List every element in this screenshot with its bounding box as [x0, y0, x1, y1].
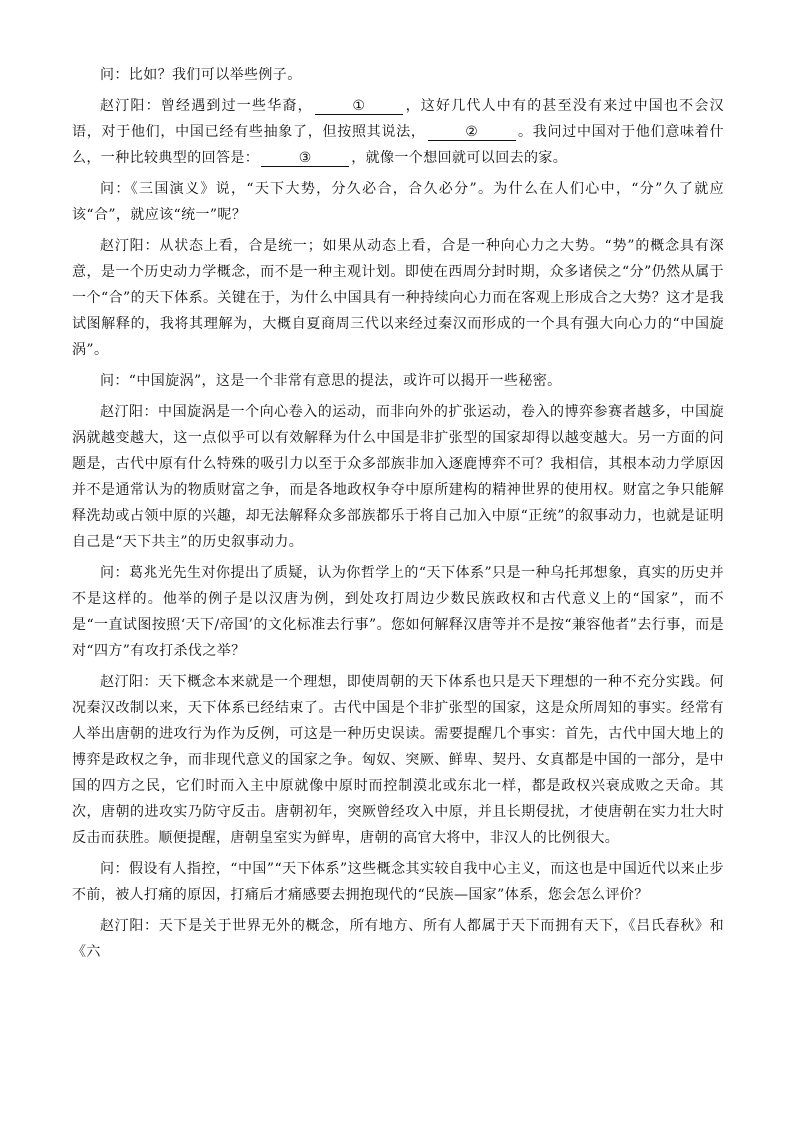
- question-paragraph: [72, 560, 724, 664]
- paragraph-text: 问：《三国演义》说，“天下大势，分久必合，合久必分”。为什么在人们心中，“分”久了就应该“合”，就应该“统一”呢？: [72, 181, 724, 223]
- paragraph-text: 问：假设有人指控，“中国”“天下体系”这些概念其实较自我中心主义，而这也是中国近代以来止步不前，被人打痛的原因，打痛后才痛感要去拥抱现代的“民族—国家”体系，您会怎么评价？: [72, 861, 724, 903]
- paragraph-text: 赵汀阳：曾经遇到过一些华裔，: [100, 98, 313, 114]
- paragraph-text: 赵汀阳：中国旋涡是一个向心卷入的运动，而非向外的扩张运动，卷入的博弈参赛者越多，中国旋涡就越变越大，这一点似乎可以有效解释为什么中国是非扩张型的国家却得以越变越大。另一方面的问题是，古代中原有什么特殊的吸引力以至于众多部族非加入逐鹿博弈不可？我相信，其根本动力学原因并不是通常认为的物质财富之争，而是各地政权争夺中原所建构的精神世界的使用权。财富之争只能解释洗劫或占领中原的兴趣，却无法解释众多部族都乐于将自己加入中原“正统”的叙事动力，也就是证明自己是“天下共主”的历史叙事动力。: [72, 404, 724, 550]
- paragraph-text: 。我问过中国对于他们意味着什么，一种比较典型的回答是：: [72, 124, 724, 166]
- answer-paragraph: [72, 669, 724, 851]
- answer-paragraph: [72, 399, 724, 555]
- fill-in-blank: ①: [315, 98, 403, 115]
- answer-paragraph: [72, 233, 724, 363]
- paragraph-text: 赵汀阳：从状态上看，合是统一；如果从动态上看，合是一种向心力之大势。“势”的概念具有深意，是一个历史动力学概念，而不是一种主观计划。即使在西周分封时期，众多诸侯之“分”仍然从属于一个“合”的天下体系。关键在于，为什么中国具有一种持续向心力而在客观上形成合之大势？这才是我试图解释的，我将其理解为，大概自夏商周三代以来经过秦汉而形成的一个具有强大向心力的“中国旋涡”。: [72, 238, 724, 358]
- question-paragraph: [72, 62, 724, 88]
- paragraph-text: 问：葛兆光先生对你提出了质疑，认为你哲学上的“天下体系”只是一种乌托邦想象，真实的历史并不是这样的。他举的例子是以汉唐为例，到处攻打周边少数民族政权和古代意义上的“国家”，而不是“一直试图按照‘天下/帝国’的文化标准去行事”。您如何解释汉唐等并不是按“兼容他者”去行事，而是对“四方”有攻打杀伐之举？: [72, 565, 724, 659]
- fill-in-blank: ③: [261, 150, 349, 167]
- paragraph-text: 赵汀阳：天下概念本来就是一个理想，即使周朝的天下体系也只是天下理想的一种不充分实践。何况秦汉改制以来，天下体系已经结束了。古代中国是个非扩张型的国家，这是众所周知的事实。经常有人举出唐朝的进攻行为作为反例，可这是一种历史误读。需要提醒几个事实：首先，古代中国大地上的博弈是政权之争，而非现代意义的国家之争。匈奴、突厥、鲜卑、契丹、女真都是中国的一部分，是中国的四方之民，它们时而入主中原就像中原时而控制漠北或东北一样，都是政权兴衰成败之天命。其次，唐朝的进攻实乃防守反击。唐朝初年，突厥曾经攻入中原，并且长期侵扰，才使唐朝在实力壮大时反击而获胜。顺便提醒，唐朝皇室实为鲜卑，唐朝的高官大将中，非汉人的比例很大。: [72, 674, 724, 846]
- answer-paragraph: [72, 93, 724, 171]
- interview-text: [72, 62, 724, 970]
- paragraph-text: 问：比如？我们可以举些例子。: [100, 67, 302, 83]
- paragraph-text: 问：“中国旋涡”，这是一个非常有意思的提法，或许可以揭开一些秘密。: [100, 373, 562, 389]
- question-paragraph: [72, 368, 724, 394]
- question-paragraph: [72, 856, 724, 908]
- paragraph-text: ，就像一个想回就可以回去的家。: [351, 150, 568, 166]
- paragraph-text: ，这好几代人中有的甚至没有来过中国也不会汉语，对于他们，中国已经有些抽象了，但按照其说法，: [72, 98, 724, 140]
- question-paragraph: [72, 176, 724, 228]
- answer-paragraph: [72, 913, 724, 965]
- paragraph-text: 赵汀阳：天下是关于世界无外的概念，所有地方、所有人都属于天下而拥有天下，《吕氏春秋》和《六: [72, 918, 724, 960]
- fill-in-blank: ②: [428, 124, 516, 141]
